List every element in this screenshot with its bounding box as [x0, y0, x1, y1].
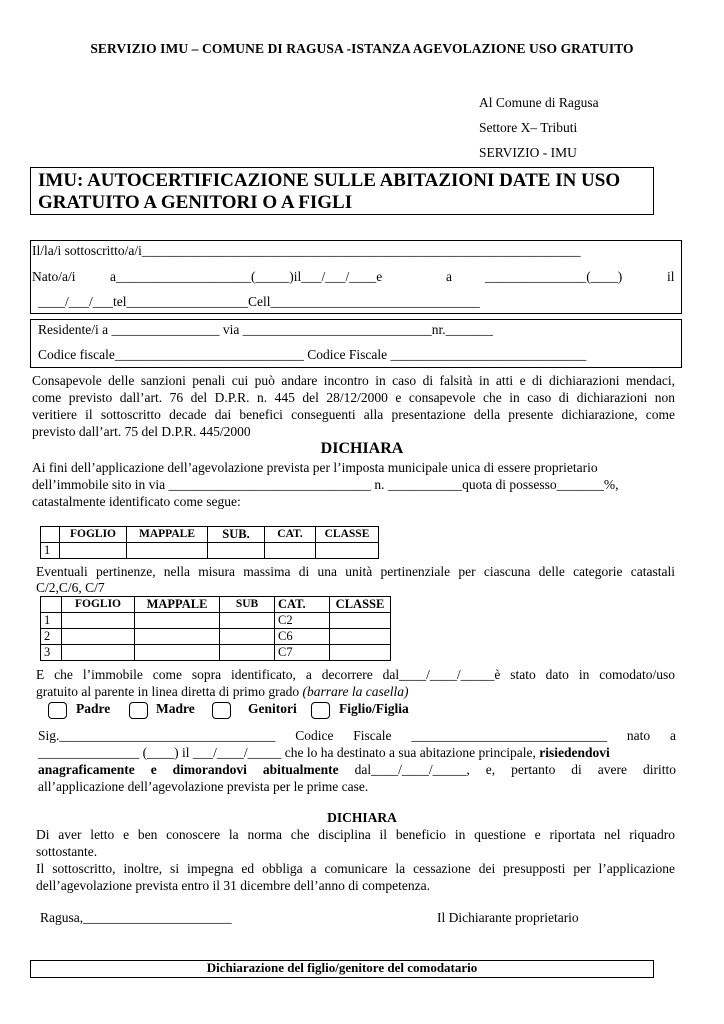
table-cell[interactable]	[62, 629, 135, 645]
checkbox-genitori[interactable]	[212, 702, 231, 719]
table-header-foglio: FOGLIO	[62, 597, 135, 613]
table-cell: C6	[275, 629, 330, 645]
dichiara-heading-2: DICHIARA	[327, 810, 397, 825]
document-title-box	[30, 167, 654, 215]
checkbox-madre[interactable]	[129, 702, 148, 719]
pertinenze-line-1: Eventuali pertinenze, nella misura massima di una unità pertinenziale per ciascuna delle categorie catastali	[36, 564, 675, 579]
table-cell[interactable]	[330, 629, 391, 645]
recipient-line-3: SERVIZIO - IMU	[479, 145, 577, 160]
table-cell: 1	[41, 543, 60, 559]
final-line-4: dell’agevolazione prevista entro il 31 dicembre dell’anno di competenza.	[36, 878, 430, 893]
document-title-line-1: IMU: AUTOCERTIFICAZIONE SULLE ABITAZIONI DATE IN USO	[38, 170, 621, 191]
table-header-mappale: MAPPALE	[127, 527, 208, 543]
table-cell[interactable]	[330, 645, 391, 661]
declarant-name-line[interactable]: Il/la/i sottoscritto/a/i_________________________________________________________________	[32, 243, 581, 258]
cadastral-table-1	[40, 526, 379, 559]
option-madre-label: Madre	[156, 701, 195, 716]
birth-il-label: il	[667, 269, 675, 284]
table-header-cat: CAT.	[265, 527, 316, 543]
table-cell[interactable]	[316, 543, 379, 559]
table-cell[interactable]	[208, 543, 265, 559]
place-date-field[interactable]: Ragusa,______________________	[40, 910, 232, 925]
table-cell[interactable]	[220, 613, 275, 629]
option-genitori-label: Genitori	[248, 701, 297, 716]
table-cell[interactable]	[62, 645, 135, 661]
sig-line-3	[38, 762, 676, 778]
pertinenze-line-2: C/2,C/6, C/7	[36, 580, 105, 595]
sig-line-3-text[interactable]: dal____/____/_____, e, pertanto di avere diritto	[338, 762, 676, 777]
table-cell[interactable]	[62, 613, 135, 629]
table-header-sub: SUB.	[208, 527, 265, 543]
table-cell: C2	[275, 613, 330, 629]
page-header: SERVIZIO IMU – COMUNE DI RAGUSA -ISTANZA AGEVOLAZIONE USO GRATUITO	[90, 41, 634, 56]
checkbox-figlio[interactable]	[311, 702, 330, 719]
table-cell[interactable]	[265, 543, 316, 559]
table-cell[interactable]	[135, 613, 220, 629]
comodato-line-1[interactable]: E che l’immobile come sopra identificato, a decorrere dal____/____/_____è stato dato in comodato/uso	[36, 667, 675, 682]
table-cell[interactable]	[220, 645, 275, 661]
sig-line-4: all’applicazione dell’agevolazione prevista per le prime case.	[38, 779, 369, 794]
sig-line-3-bold: anagraficamente e dimorandovi abitualmente	[38, 762, 339, 777]
table-cell[interactable]	[135, 629, 220, 645]
sig-line-2	[38, 745, 610, 761]
date-phone-line[interactable]: ____/___/___tel__________________Cell_______________________________	[38, 294, 480, 309]
table-cell[interactable]	[127, 543, 208, 559]
table-cell: 3	[41, 645, 62, 661]
birth-place-line[interactable]: a____________________(_____)il___/___/____e	[110, 269, 383, 284]
consapevole-line-2: come previsto dall’art. 76 del D.P.R. n. 445 del 28/12/2000 e consapevole che in caso di dichiarazioni non	[32, 390, 675, 405]
table-header-sub: SUB	[220, 597, 275, 613]
table-header-row	[41, 527, 379, 543]
final-line-2: sottostante.	[36, 844, 98, 859]
consapevole-line-4: previsto dall’art. 75 del D.P.R. 445/2000	[32, 424, 251, 439]
table-cell: 2	[41, 629, 62, 645]
sig-line-2-bold: risiedendovi	[539, 745, 610, 760]
dichiara-heading-1: DICHIARA	[320, 440, 404, 457]
fiscal-code-line[interactable]: Codice fiscale____________________________ Codice Fiscale _____________________________	[38, 347, 587, 362]
comodato-note: (barrare la casella)	[302, 684, 409, 699]
birth-place-2-line[interactable]: _______________(____)	[485, 269, 623, 284]
consapevole-line-1: Consapevole delle sanzioni penali cui può andare incontro in caso di falsità in atti e di dichiarazioni mendaci,	[32, 373, 675, 388]
table-cell[interactable]	[135, 645, 220, 661]
ai-fini-line-1: Ai fini dell’applicazione dell’agevolazione prevista per l’imposta municipale unica di essere proprietario	[32, 460, 598, 475]
comodato-line-2	[36, 684, 409, 700]
cadastral-table-2	[40, 596, 391, 661]
ai-fini-line-3: catastalmente identificato come segue:	[32, 494, 241, 509]
table-cell: 1	[41, 613, 62, 629]
final-line-3: Il sottoscritto, inoltre, si impegna ed obbliga a comunicare la cessazione dei presupposti per l’applicazione	[36, 861, 675, 876]
final-line-1: Di aver letto e ben conoscere la norma che disciplina il beneficio in questione e riportata nel riquadro	[36, 827, 675, 842]
footer-box-title: Dichiarazione del figlio/genitore del comodatario	[206, 960, 478, 975]
option-figlio-label: Figlio/Figlia	[339, 701, 409, 716]
table-cell: C7	[275, 645, 330, 661]
consapevole-line-3: veritiere il sottoscritto decade dai benefici conseguenti alla presentazione della presente dichiarazione, come	[32, 407, 675, 422]
table-header-classe: CLASSE	[330, 597, 391, 613]
option-padre-label: Padre	[76, 701, 111, 716]
table-row	[41, 645, 391, 661]
table-row	[41, 613, 391, 629]
comodato-text: gratuito al parente in linea diretta di primo grado	[36, 684, 303, 699]
table-header-mappale: MAPPALE	[135, 597, 220, 613]
table-header-cat: CAT.	[275, 597, 330, 613]
table-cell[interactable]	[220, 629, 275, 645]
document-title-line-2: GRATUITO A GENITORI O A FIGLI	[38, 192, 353, 213]
residence-line[interactable]: Residente/i a ________________ via ____________________________nr._______	[38, 322, 493, 337]
sig-line-1[interactable]: Sig.________________________________ Codice Fiscale _____________________________ nato a	[38, 728, 676, 743]
table-header-foglio: FOGLIO	[60, 527, 127, 543]
table-header-row	[41, 597, 391, 613]
signature-label: Il Dichiarante proprietario	[437, 910, 579, 925]
recipient-line-1: Al Comune di Ragusa	[479, 95, 599, 110]
table-cell[interactable]	[330, 613, 391, 629]
sig-line-2-text[interactable]: _______________ (____) il ___/____/_____ che lo ha destinato a sua abitazione principale,	[38, 745, 540, 760]
table-cell	[41, 527, 60, 543]
table-row	[41, 543, 379, 559]
table-header-classe: CLASSE	[316, 527, 379, 543]
table-cell[interactable]	[60, 543, 127, 559]
birth-label: Nato/a/i	[32, 269, 76, 284]
table-row	[41, 629, 391, 645]
ai-fini-line-2[interactable]: dell’immobile sito in via ______________________________ n. ___________quota di possesso_______%,	[32, 477, 619, 492]
table-cell	[41, 597, 62, 613]
birth-a-label: a	[446, 269, 452, 284]
checkbox-padre[interactable]	[48, 702, 67, 719]
recipient-line-2: Settore X– Tributi	[479, 120, 578, 135]
